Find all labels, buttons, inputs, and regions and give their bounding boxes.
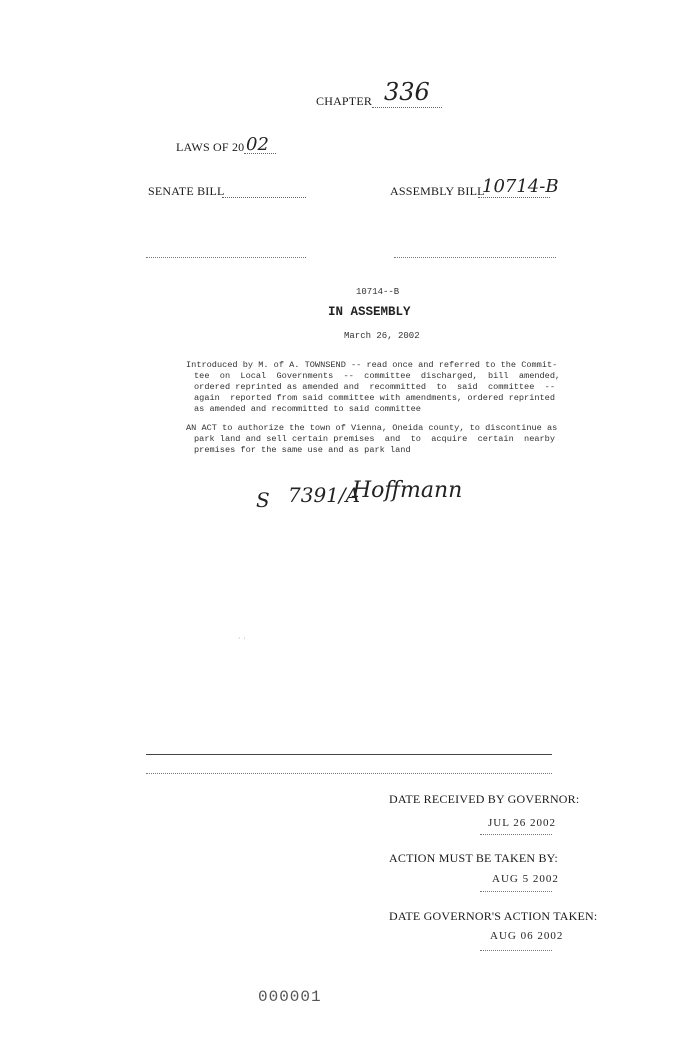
introduction-line-4: again reported from said committee with amendments, ordered reprinted [194, 393, 555, 403]
introduction-line-3: ordered reprinted as amended and recommitted to said committee -- [194, 382, 555, 392]
senate-ref-letter: S [256, 488, 270, 512]
received-label: DATE RECEIVED BY GOVERNOR: [389, 792, 580, 806]
senate-bill-label: SENATE BILL [148, 184, 225, 198]
action-taken-date-stamp: AUG 06 2002 [490, 930, 564, 942]
introduction-line-1: Introduced by M. of A. TOWNSEND -- read once and referred to the Commit- [186, 360, 558, 370]
sponsor-signature: Hoffmann [352, 478, 463, 503]
introduction-line-2: tee on Local Governments -- committee discharged, bill amended, [194, 371, 561, 381]
assembly-bill-underline [478, 197, 550, 198]
action-due-label: ACTION MUST BE TAKEN BY: [389, 851, 558, 865]
assembly-bill-label: ASSEMBLY BILL [390, 184, 485, 198]
scan-speck: · · [238, 634, 246, 643]
chapter-underline [372, 107, 442, 108]
title-line-2: park land and sell certain premises and to acquire certain nearby [194, 434, 555, 444]
received-date-line [480, 834, 552, 835]
senate-ref-number: 7391/A [288, 483, 361, 507]
assembly-bill-number-handwritten: 10714-B [482, 176, 559, 197]
laws-label: LAWS OF 20 [176, 140, 245, 154]
title-line-3: premises for the same use and as park land [194, 445, 411, 455]
action-taken-label: DATE GOVERNOR'S ACTION TAKEN: [389, 909, 598, 923]
received-date-stamp: JUL 26 2002 [488, 817, 557, 829]
chapter-label: CHAPTER [316, 94, 373, 108]
separator-right [394, 257, 556, 258]
bill-date: March 26, 2002 [344, 331, 420, 341]
title-line-1: AN ACT to authorize the town of Vienna, Oneida county, to discontinue as [186, 423, 558, 433]
bottom-rule-2 [146, 773, 552, 774]
action-due-date-line [480, 891, 552, 892]
page-stamp: 000001 [258, 988, 322, 1006]
separator-left [146, 257, 306, 258]
house-heading: IN ASSEMBLY [328, 305, 411, 319]
action-due-date-stamp: AUG 5 2002 [492, 873, 559, 885]
introduction-line-5: as amended and recommitted to said committee [194, 404, 421, 414]
bottom-rule-1 [146, 754, 552, 755]
action-taken-date-line [480, 950, 552, 951]
chapter-number-handwritten: 336 [384, 78, 430, 106]
senate-bill-underline [222, 197, 306, 198]
bill-number: 10714--B [356, 287, 400, 297]
laws-year-handwritten: 02 [246, 134, 269, 155]
